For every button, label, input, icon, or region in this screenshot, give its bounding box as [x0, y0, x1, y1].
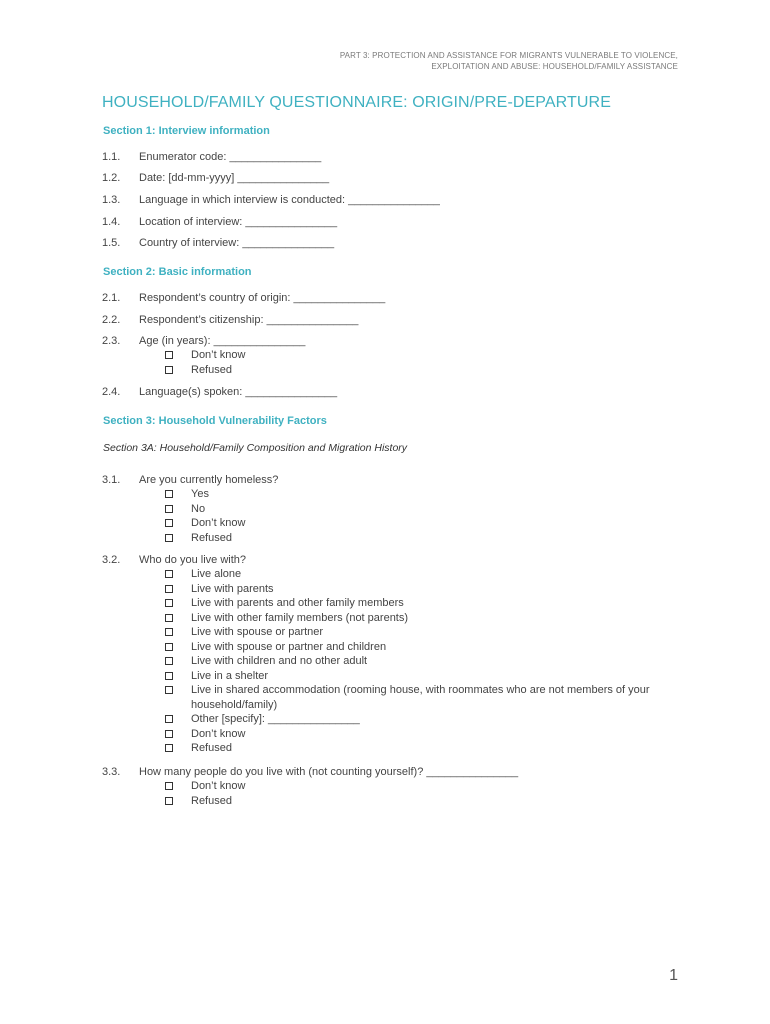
- checkbox[interactable]: [165, 797, 173, 805]
- question-3-2-options: [165, 567, 685, 756]
- checkbox[interactable]: [165, 505, 173, 513]
- option-label: Don’t know: [191, 517, 246, 529]
- question-number: 1.3.: [102, 194, 121, 206]
- option-other-specify[interactable]: [165, 712, 685, 727]
- question-number: 3.2.: [102, 554, 121, 566]
- checkbox[interactable]: [165, 782, 173, 790]
- option-children-no-adult[interactable]: [165, 654, 685, 669]
- question-number: 2.4.: [102, 386, 121, 398]
- question-number: 1.5.: [102, 237, 121, 249]
- option-label: Refused: [191, 742, 232, 754]
- running-header-line-1: PART 3: PROTECTION AND ASSISTANCE FOR MIGRANTS VULNERABLE TO VIOLENCE,: [339, 51, 678, 60]
- option-label: Live in a shelter: [191, 669, 269, 682]
- option-label: Refused: [191, 794, 232, 807]
- question-text: Who do you live with?: [139, 554, 246, 566]
- question-text: How many people do you live with (not counting yourself)? _______________: [139, 766, 519, 778]
- checkbox[interactable]: [165, 585, 173, 593]
- section-2-heading: Section 2: Basic information: [103, 266, 252, 278]
- option-other-family[interactable]: [165, 611, 685, 626]
- option-label: Live with parents and other family members: [191, 597, 404, 609]
- checkbox[interactable]: [165, 614, 173, 622]
- option-live-with-parents[interactable]: [165, 582, 685, 597]
- question-text: Country of interview: _______________: [139, 237, 335, 249]
- option-label: Don’t know: [191, 780, 246, 792]
- option-label: Yes: [191, 488, 209, 500]
- question-number: 2.3.: [102, 335, 121, 347]
- option-dont-know[interactable]: [165, 727, 685, 742]
- running-header-line-2: EXPLOITATION AND ABUSE: HOUSEHOLD/FAMILY ASSISTANCE: [431, 62, 678, 71]
- checkbox[interactable]: [165, 643, 173, 651]
- checkbox[interactable]: [165, 686, 173, 694]
- question-text: Respondent’s country of origin: _______________: [139, 292, 386, 304]
- option-spouse-partner[interactable]: [165, 625, 685, 640]
- option-parents-and-family[interactable]: [165, 596, 685, 611]
- checkbox[interactable]: [165, 744, 173, 752]
- section-3-heading: Section 3: Household Vulnerability Factors: [103, 415, 327, 427]
- option-label: Refused: [191, 363, 232, 376]
- checkbox[interactable]: [165, 628, 173, 636]
- checkbox[interactable]: [165, 534, 173, 542]
- option-label: Live with other family members (not parents): [191, 611, 409, 624]
- checkbox[interactable]: [165, 657, 173, 665]
- question-text: Respondent’s citizenship: _______________: [139, 314, 359, 326]
- question-text: Language in which interview is conducted: _______________: [139, 194, 440, 206]
- checkbox[interactable]: [165, 599, 173, 607]
- option-refused[interactable]: [165, 741, 685, 756]
- option-label: Don’t know: [191, 727, 246, 740]
- checkbox[interactable]: [165, 366, 173, 374]
- option-shelter[interactable]: [165, 669, 685, 684]
- option-label: Live with children and no other adult: [191, 655, 368, 667]
- question-number: 2.1.: [102, 292, 121, 304]
- section-1-heading: Section 1: Interview information: [103, 125, 270, 137]
- checkbox[interactable]: [165, 715, 173, 723]
- option-live-alone[interactable]: [165, 567, 685, 582]
- question-number: 2.2.: [102, 314, 121, 326]
- option-spouse-and-children[interactable]: [165, 640, 685, 655]
- question-number: 1.2.: [102, 172, 121, 184]
- question-number: 1.1.: [102, 151, 121, 163]
- question-text: Age (in years): _______________: [139, 335, 306, 347]
- option-label: Live with spouse or partner and children: [191, 640, 387, 653]
- checkbox[interactable]: [165, 570, 173, 578]
- question-number: 3.1.: [102, 474, 121, 486]
- option-label: Other [specify]: _______________: [191, 713, 360, 725]
- question-number: 1.4.: [102, 216, 121, 228]
- question-number: 3.3.: [102, 766, 121, 778]
- question-text: Enumerator code: _______________: [139, 151, 322, 163]
- option-label: Live with spouse or partner: [191, 626, 324, 638]
- section-3a-heading: Section 3A: Household/Family Composition and Migration History: [103, 442, 408, 454]
- checkbox[interactable]: [165, 490, 173, 498]
- running-header: [258, 50, 678, 72]
- question-text: Language(s) spoken: _______________: [139, 386, 338, 398]
- option-label: Refused: [191, 531, 232, 544]
- page-number: 1: [669, 967, 678, 984]
- option-label: Don’t know: [191, 349, 246, 361]
- checkbox[interactable]: [165, 730, 173, 738]
- option-shared-accommodation[interactable]: [165, 683, 685, 712]
- option-label: Live in shared accommodation (rooming house, with roommates who are not members of your household/family): [191, 684, 650, 711]
- option-label: No: [191, 502, 206, 515]
- page-title: HOUSEHOLD/FAMILY QUESTIONNAIRE: ORIGIN/PRE-DEPARTURE: [102, 94, 611, 111]
- question-text: Are you currently homeless?: [139, 474, 279, 486]
- checkbox[interactable]: [165, 672, 173, 680]
- question-text: Date: [dd-mm-yyyy] _______________: [139, 172, 330, 184]
- checkbox[interactable]: [165, 519, 173, 527]
- checkbox[interactable]: [165, 351, 173, 359]
- option-label: Live alone: [191, 568, 242, 580]
- question-text: Location of interview: _______________: [139, 216, 338, 228]
- option-label: Live with parents: [191, 582, 274, 595]
